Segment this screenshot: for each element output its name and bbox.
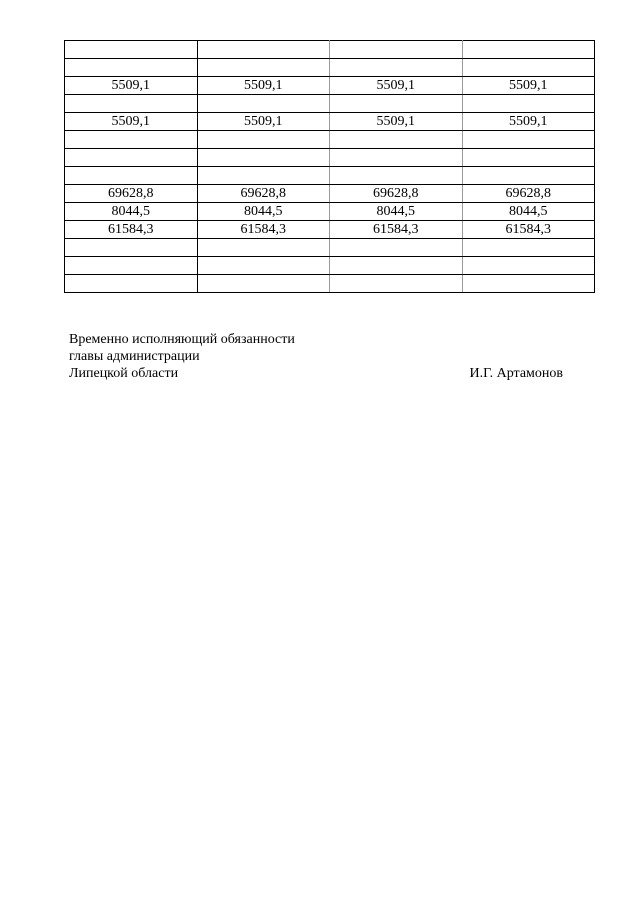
table-row [65, 203, 595, 221]
table-cell [330, 275, 463, 293]
table-cell [65, 59, 198, 77]
table-cell: 8044,5 [65, 203, 198, 221]
table-cell [462, 239, 595, 257]
table-cell [330, 95, 463, 113]
table-cell [197, 239, 330, 257]
table-cell: 8044,5 [197, 203, 330, 221]
table-row [65, 131, 595, 149]
table-cell [197, 167, 330, 185]
table-cell [197, 131, 330, 149]
table-cell: 5509,1 [330, 113, 463, 131]
table-row [65, 113, 595, 131]
table-cell [197, 257, 330, 275]
table-cell [330, 167, 463, 185]
table-cell: 5509,1 [65, 77, 198, 95]
signatory-name: И.Г. Артамонов [469, 366, 563, 381]
table-row [65, 167, 595, 185]
table-cell: 5509,1 [197, 77, 330, 95]
table-cell [462, 95, 595, 113]
table-cell [197, 95, 330, 113]
table-cell: 5509,1 [462, 77, 595, 95]
table-cell: 61584,3 [65, 221, 198, 239]
table-row [65, 275, 595, 293]
table-row [65, 95, 595, 113]
table-row [65, 185, 595, 203]
signature-position-line-1: Временно исполняющий обязанности [69, 332, 295, 347]
table-cell [197, 149, 330, 167]
table-cell [462, 59, 595, 77]
table-cell [197, 41, 330, 59]
table-cell: 69628,8 [65, 185, 198, 203]
table-cell [65, 275, 198, 293]
table-cell: 61584,3 [462, 221, 595, 239]
table-cell [462, 149, 595, 167]
table-cell [65, 257, 198, 275]
table-cell: 5509,1 [462, 113, 595, 131]
budget-values-table [64, 40, 595, 293]
table-row [65, 59, 595, 77]
table-cell: 69628,8 [462, 185, 595, 203]
table-cell [330, 257, 463, 275]
table-cell [330, 59, 463, 77]
signature-position-line-2: главы администрации [69, 349, 200, 364]
table-cell [65, 131, 198, 149]
table-cell [65, 95, 198, 113]
table-cell: 61584,3 [197, 221, 330, 239]
table-cell: 5509,1 [65, 113, 198, 131]
table-cell [65, 239, 198, 257]
table-cell [65, 167, 198, 185]
table-cell: 5509,1 [330, 77, 463, 95]
table-cell: 69628,8 [330, 185, 463, 203]
table-cell [462, 257, 595, 275]
table-cell: 8044,5 [330, 203, 463, 221]
table-cell [330, 131, 463, 149]
signature-block [69, 331, 563, 382]
table-row [65, 239, 595, 257]
table-row [65, 77, 595, 95]
table-cell: 5509,1 [197, 113, 330, 131]
table-cell [330, 149, 463, 167]
table-cell: 69628,8 [197, 185, 330, 203]
table-cell [462, 275, 595, 293]
table-cell [462, 167, 595, 185]
table-cell [65, 41, 198, 59]
table-cell [197, 275, 330, 293]
table-cell [462, 131, 595, 149]
table-cell [330, 239, 463, 257]
table-cell: 61584,3 [330, 221, 463, 239]
table-row [65, 221, 595, 239]
table-cell: 8044,5 [462, 203, 595, 221]
table-row [65, 41, 595, 59]
table-cell [65, 149, 198, 167]
table-row [65, 257, 595, 275]
table-cell [330, 41, 463, 59]
table-cell [462, 41, 595, 59]
signature-position-line-3: Липецкой области [69, 366, 179, 381]
table-row [65, 149, 595, 167]
table-cell [197, 59, 330, 77]
table-body [65, 41, 595, 293]
